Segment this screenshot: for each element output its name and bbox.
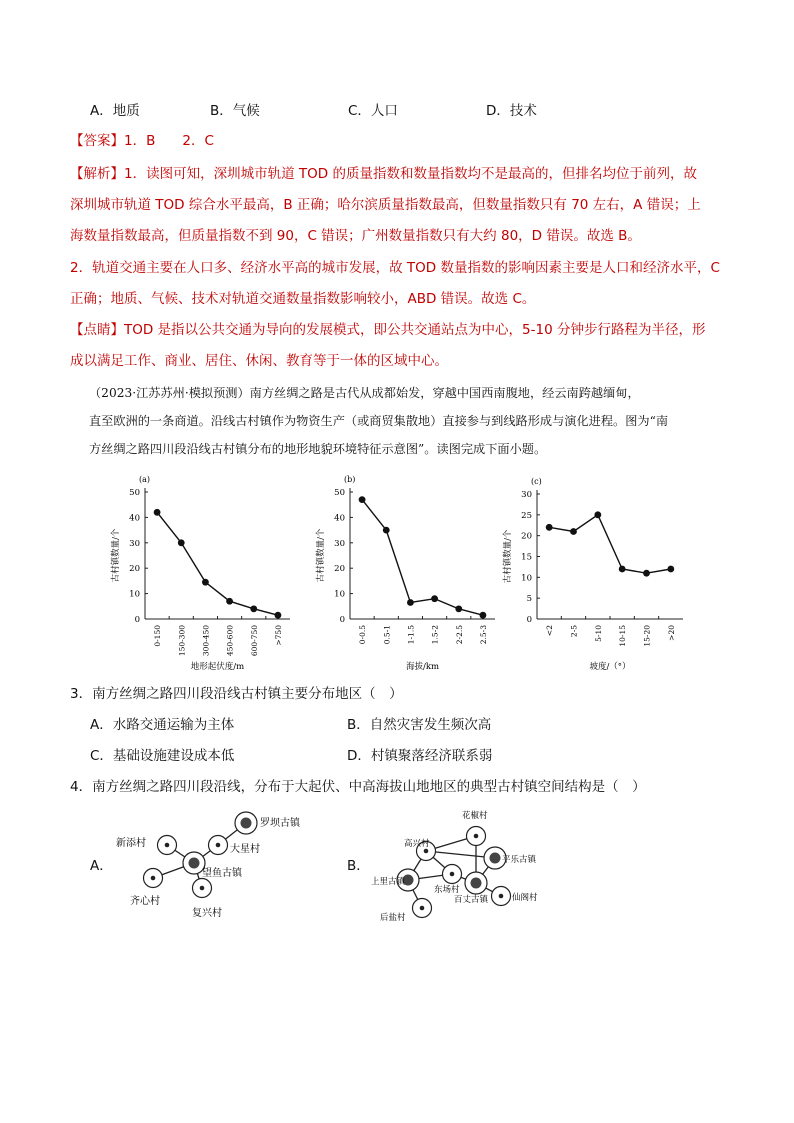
analysis-tag: 【解析】 bbox=[70, 166, 124, 182]
data-point bbox=[178, 539, 185, 546]
y-tick-label: 25 bbox=[521, 510, 532, 521]
y-tick-label: 20 bbox=[334, 564, 345, 575]
y-tick-label: 0 bbox=[526, 615, 532, 625]
tip-line-2: 成以满足工作、商业、居住、休闲、教育等于一体的区域中心。 bbox=[70, 353, 448, 369]
label-wangyu: 望鱼古镇 bbox=[202, 868, 242, 879]
x-tick-label: 450-600 bbox=[225, 625, 235, 657]
q4-option-a[interactable]: A． bbox=[90, 858, 113, 874]
q3-option-c[interactable]: C．基础设施建设成本低 bbox=[90, 748, 235, 764]
y-axis-label: 古村镇数量/个 bbox=[503, 529, 513, 584]
x-tick-label: 10-15 bbox=[618, 625, 628, 647]
data-point bbox=[226, 598, 233, 605]
chart-b bbox=[315, 475, 495, 672]
x-tick-label: 2-2.5 bbox=[454, 625, 464, 645]
y-tick-label: 10 bbox=[521, 573, 532, 584]
tip-line-1 bbox=[70, 320, 706, 340]
y-tick-label: 40 bbox=[334, 513, 345, 524]
panel-label: (c) bbox=[531, 477, 542, 486]
y-tick-label: 10 bbox=[334, 589, 345, 600]
y-axis-label: 古村镇数量/个 bbox=[111, 528, 121, 583]
series-line bbox=[549, 515, 671, 573]
y-tick-label: 0 bbox=[339, 615, 345, 625]
y-tick-label: 30 bbox=[129, 538, 140, 549]
y-tick-label: 20 bbox=[129, 564, 140, 575]
label-fuxing: 复兴村 bbox=[192, 908, 222, 919]
y-tick-label: 30 bbox=[334, 538, 345, 549]
x-tick-label: >20 bbox=[666, 625, 676, 641]
x-tick-label: 0-150 bbox=[153, 625, 163, 647]
data-point bbox=[383, 527, 390, 534]
x-tick-label: <2 bbox=[545, 625, 555, 637]
x-axis-label: 地形起伏度/m bbox=[190, 662, 245, 672]
node-xintian bbox=[158, 836, 177, 855]
data-point bbox=[275, 612, 282, 619]
node-huajiao bbox=[467, 827, 486, 846]
label-pingle: 平乐古镇 bbox=[502, 855, 537, 865]
data-point bbox=[407, 599, 414, 606]
q3-stem: 3．南方丝绸之路四川段沿线古村镇主要分布地区（ ） bbox=[70, 686, 403, 702]
q3-option-a[interactable]: A．水路交通运输为主体 bbox=[90, 717, 235, 733]
label-xiange: 仙阁村 bbox=[512, 893, 538, 903]
x-tick-label: 0-0.5 bbox=[358, 625, 368, 645]
node-baizhang bbox=[465, 872, 487, 894]
x-tick-label: 0.5-1 bbox=[382, 625, 392, 645]
prev-option-a: A．地质 bbox=[90, 103, 140, 119]
analysis-text-1: 1．读图可知，深圳城市轨道 TOD 的质量指数和数量指数均不是最高的，但排名均位于前列，故 bbox=[124, 166, 697, 182]
data-point bbox=[619, 566, 626, 573]
x-tick-label: 5-10 bbox=[593, 625, 603, 642]
data-point bbox=[594, 511, 601, 518]
y-tick-label: 15 bbox=[521, 552, 532, 563]
chart-c bbox=[502, 477, 683, 672]
answer-text: 1．B 2．C bbox=[124, 133, 214, 149]
node-xiange bbox=[492, 887, 511, 906]
data-point bbox=[546, 524, 553, 531]
y-axis-label: 古村镇数量/个 bbox=[316, 528, 326, 583]
y-tick-label: 10 bbox=[129, 589, 140, 600]
label-houyan: 后盐村 bbox=[380, 913, 406, 923]
q3-option-b[interactable]: B．自然灾害发生频次高 bbox=[347, 717, 492, 733]
label-baizhang: 百丈古镇 bbox=[454, 895, 489, 905]
analysis-line-4: 2．轨道交通主要在人口多、经济水平高的城市发展，故 TOD 数量指数的影响因素主要是人口和经济水平，C bbox=[70, 260, 720, 276]
data-point bbox=[643, 570, 650, 577]
tip-tag: 【点睛】 bbox=[70, 322, 124, 338]
q4-option-b[interactable]: B． bbox=[347, 858, 370, 874]
y-tick-label: 20 bbox=[521, 531, 532, 542]
data-point bbox=[250, 605, 257, 612]
intro-line-1: （2023·江苏苏州·模拟预测）南方丝绸之路是古代从成都始发，穿越中国西南腹地，经云南跨越缅甸， bbox=[89, 386, 640, 400]
q4-stem: 4．南方丝绸之路四川段沿线，分布于大起伏、中高海拔山地地区的典型古村镇空间结构是（ ） bbox=[70, 779, 646, 795]
tip-text-1: TOD 是指以公共交通为导向的发展模式，即公共交通站点为中心，5-10 分钟步行路程为半径，形 bbox=[124, 322, 706, 338]
x-tick-label: 15-20 bbox=[642, 625, 652, 647]
node-qixin bbox=[144, 869, 163, 888]
y-tick-label: 50 bbox=[129, 488, 140, 498]
analysis-line-5: 正确；地质、气候、技术对轨道交通数量指数影响较小，ABD 错误。故选 C。 bbox=[70, 291, 536, 307]
x-axis-label: 海拔/km bbox=[405, 662, 440, 672]
analysis-line-3: 海数量指数最高，但质量指数不到 90，C 错误；广州数量指数只有大约 80，D 错误。故选 B。 bbox=[70, 228, 641, 244]
structure-map-a bbox=[110, 808, 300, 924]
data-point bbox=[570, 528, 577, 535]
x-tick-label: 300-450 bbox=[201, 625, 211, 657]
node-luoba bbox=[235, 812, 257, 834]
terrain-charts bbox=[95, 468, 715, 680]
y-tick-label: 30 bbox=[521, 490, 532, 500]
analysis-line-1 bbox=[70, 164, 697, 184]
node-houyan bbox=[413, 899, 432, 918]
label-xintian: 新添村 bbox=[116, 838, 146, 849]
x-tick-label: 2-5 bbox=[569, 625, 579, 638]
chart-a bbox=[110, 475, 290, 672]
x-tick-label: 150-300 bbox=[177, 625, 187, 657]
structure-map-b bbox=[368, 806, 558, 924]
y-tick-label: 40 bbox=[129, 513, 140, 524]
data-point bbox=[455, 605, 462, 612]
data-point bbox=[154, 509, 161, 516]
data-point bbox=[431, 595, 438, 602]
label-luoba: 罗坝古镇 bbox=[260, 818, 300, 829]
y-tick-label: 50 bbox=[334, 488, 345, 498]
node-fuxing bbox=[193, 879, 212, 898]
node-daxing bbox=[209, 836, 228, 855]
intro-line-2: 直至欧洲的一条商道。沿线古村镇作为物资生产（或商贸集散地）直接参与到线路形成与演化进程。图为“南 bbox=[89, 414, 669, 428]
series-line bbox=[157, 512, 278, 615]
label-shangli: 上里古镇 bbox=[371, 877, 406, 887]
label-daxing: 大星村 bbox=[230, 844, 260, 855]
node-dongchang bbox=[443, 865, 462, 884]
x-axis-label: 坡度/（°） bbox=[589, 662, 631, 672]
x-tick-label: 1.5-2 bbox=[430, 625, 440, 645]
series-line bbox=[362, 500, 483, 616]
y-tick-label: 5 bbox=[526, 594, 532, 605]
panel-label: (b) bbox=[344, 475, 356, 484]
label-gaoxing: 高兴村 bbox=[404, 839, 430, 849]
x-tick-label: 1-1.5 bbox=[406, 625, 416, 645]
data-point bbox=[480, 612, 487, 619]
prev-option-d: D．技术 bbox=[486, 103, 537, 119]
x-tick-label: 2.5-3 bbox=[478, 625, 488, 645]
label-qixin: 齐心村 bbox=[130, 896, 160, 907]
answer-line bbox=[70, 131, 214, 151]
data-point bbox=[359, 496, 366, 503]
data-point bbox=[202, 579, 209, 586]
intro-line-3: 方丝绸之路四川段沿线古村镇分布的地形地貌环境特征示意图”。读图完成下面小题。 bbox=[89, 442, 547, 456]
x-tick-label: >750 bbox=[273, 625, 283, 646]
data-point bbox=[667, 566, 674, 573]
analysis-line-2: 深圳城市轨道 TOD 综合水平最高，B 正确；哈尔滨质量指数最高，但数量指数只有 70 左右，A 错误；上 bbox=[70, 197, 701, 213]
x-tick-label: 600-750 bbox=[249, 625, 259, 657]
label-dongchang: 东场村 bbox=[434, 885, 460, 895]
prev-option-b: B．气候 bbox=[210, 103, 260, 119]
prev-option-c: C．人口 bbox=[348, 103, 398, 119]
q3-option-d[interactable]: D．村镇聚落经济联系弱 bbox=[347, 748, 493, 764]
answer-tag: 【答案】 bbox=[70, 133, 124, 149]
label-huajiao: 花椒村 bbox=[462, 811, 488, 821]
y-tick-label: 0 bbox=[134, 615, 140, 625]
panel-label: (a) bbox=[139, 475, 151, 484]
